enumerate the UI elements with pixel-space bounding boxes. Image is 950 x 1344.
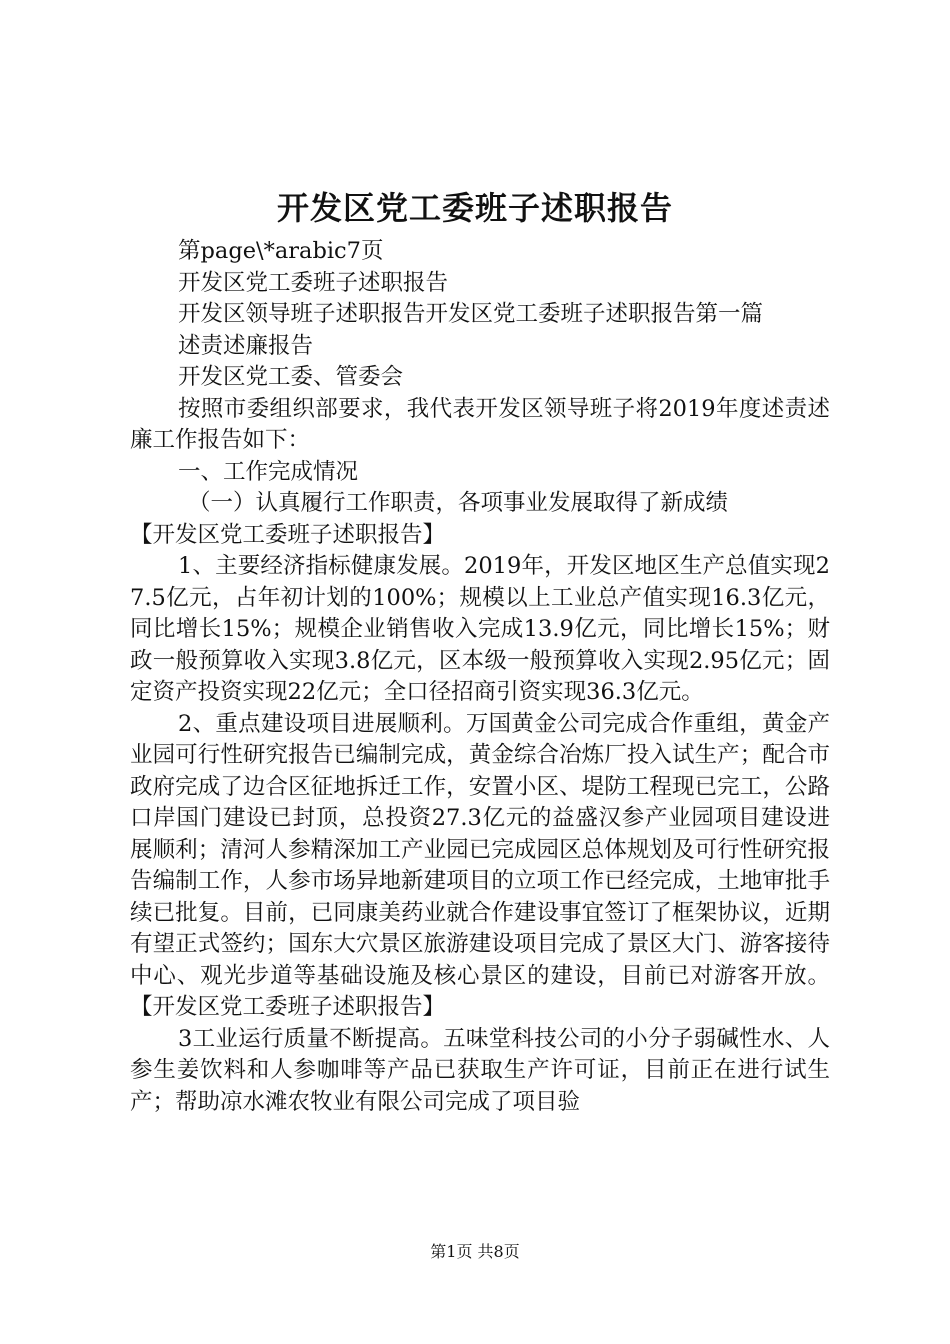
heading-line: 开发区领导班子述职报告开发区党工委班子述职报告第一篇 xyxy=(178,301,764,327)
document-body xyxy=(130,236,830,1118)
page-field-code: 第page\*arabic7页 xyxy=(178,238,384,264)
page-footer: 第1页 共8页 xyxy=(430,1242,520,1261)
subsection-heading: （一）认真履行工作职责，各项事业发展取得了新成绩 xyxy=(188,490,729,516)
organization-line: 开发区党工委、管委会 xyxy=(178,364,404,390)
report-name: 述责述廉报告 xyxy=(178,332,314,359)
intro-paragraph: 按照市委组织部要求，我代表开发区领导班子将2019年度述责述廉工作报告如下： xyxy=(130,395,830,453)
document-title: 开发区党工委班子述职报告 xyxy=(276,189,673,227)
subtitle-line: 开发区党工委班子述职报告 xyxy=(178,269,449,296)
paragraph-industrial-quality: 3工业运行质量不断提高。五味堂科技公司的小分子弱碱性水、人参生姜饮料和人参咖啡等产品已获取生产许可证，目前正在进行试生产；帮助凉水滩农牧业有限公司完成了项目验 xyxy=(130,1025,830,1115)
bracket-title: 【开发区党工委班子述职报告】 xyxy=(130,521,446,548)
paragraph-key-projects: 2、重点建设项目进展顺利。万国黄金公司完成合作重组，黄金产业园可行性研究报告已编制完成，黄金综合冶炼厂投入试生产；配合市政府完成了边合区征地拆迁工作，安置小区、堤防工程现已完工，公路口岸国门建设已封顶，总投资27.3亿元的益盛汉参产业园项目建设进展顺利；清河人参精深加工产业园已完成园区总体规划及可行性研究报告编制工作，人参市场异地新建项目的立项工作已经完成，土地审批手续已批复。目前，已同康美药业就合作建设事宜签订了框架协议，近期有望正式签约；国东大穴景区旅游建设项目完成了景区大门、游客接待中心、观光步道等基础设施及核心景区的建设，目前已对游客开放。【开发区党工委班子述职报告】 xyxy=(130,710,830,1020)
paragraph-economic-indicators: 1、主要经济指标健康发展。2019年，开发区地区生产总值实现27.5亿元，占年初计划的100%；规模以上工业总产值实现16.3亿元，同比增长15%；规模企业销售收入完成13.9亿元，同比增长15%；财政一般预算收入实现3.8亿元，区本级一般预算收入实现2.95亿元；固定资产投资实现22亿元；全口径招商引资实现36.3亿元。 xyxy=(130,553,830,705)
section-heading: 一、工作完成情况 xyxy=(178,458,359,485)
